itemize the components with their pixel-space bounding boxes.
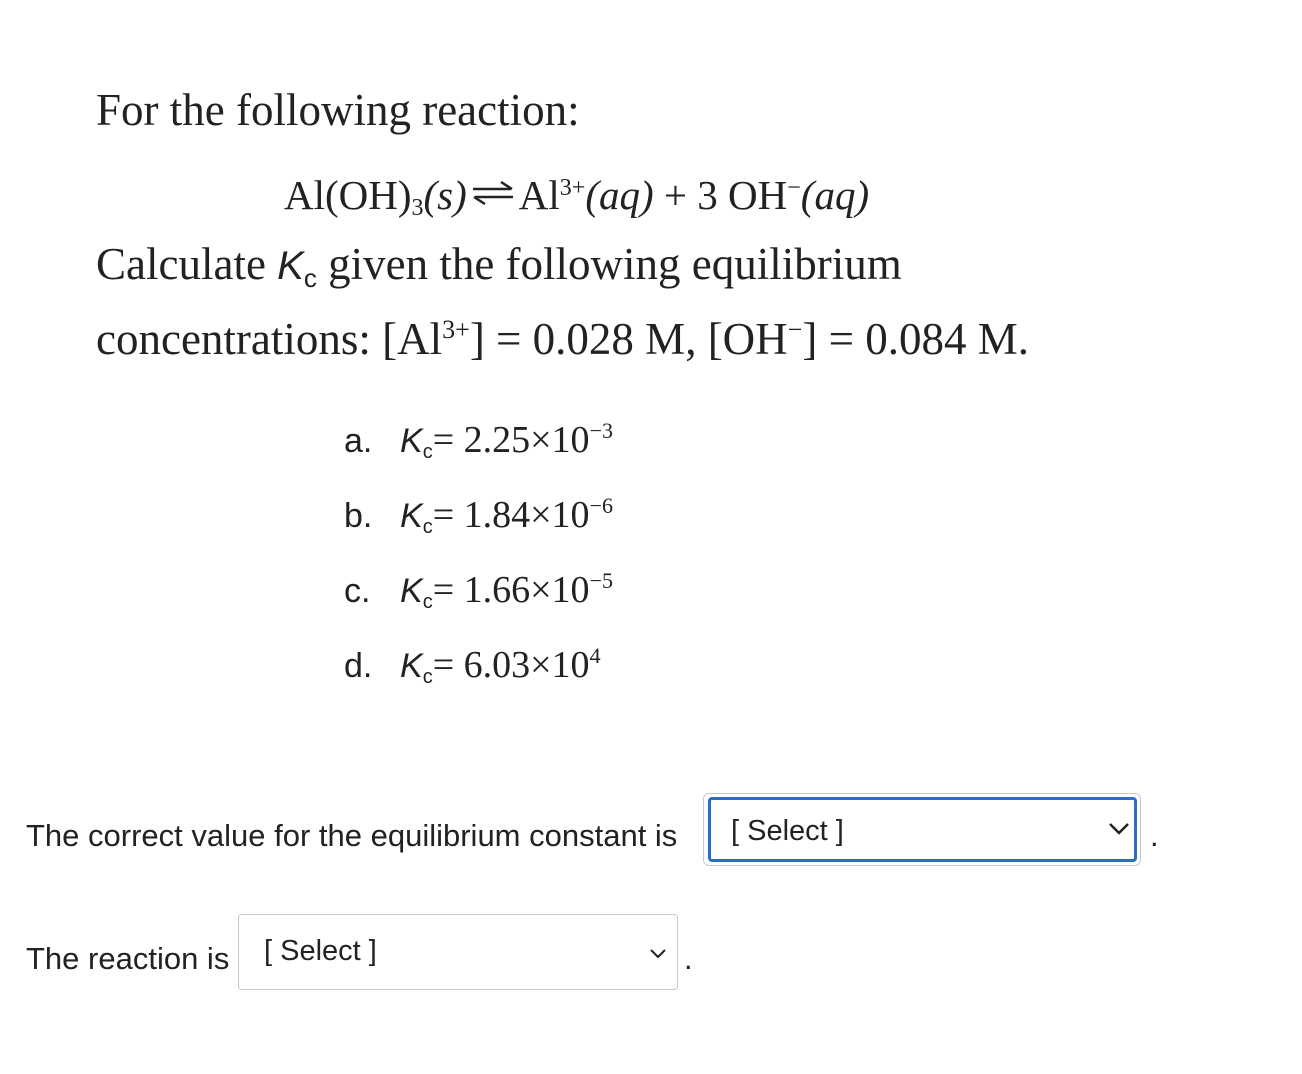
equilibrium-arrow-icon	[471, 181, 515, 205]
option-b	[344, 479, 613, 554]
period: .	[1150, 818, 1159, 853]
k-letter: K	[400, 572, 423, 610]
chevron-down-icon	[647, 947, 669, 961]
k-subscript: c	[422, 591, 433, 613]
calculate-line-2	[96, 304, 1029, 365]
conc-text-a: concentrations: [Al	[96, 314, 443, 364]
option-value	[433, 419, 613, 461]
reaction-type-select[interactable]	[238, 914, 678, 990]
option-mantissa: = 2.25×10	[432, 419, 590, 461]
question-intro: For the following reaction:	[96, 85, 580, 135]
al-charge: 3+	[442, 315, 470, 344]
kc-symbol: K	[277, 244, 304, 288]
k-subscript: c	[422, 441, 433, 463]
option-value	[433, 569, 613, 611]
option-exponent: 4	[589, 643, 601, 668]
option-mantissa: = 1.66×10	[432, 569, 590, 611]
option-exponent: −5	[589, 568, 613, 593]
option-d	[344, 629, 613, 704]
oh-charge: −	[787, 315, 803, 344]
product1-state: (aq)	[585, 172, 654, 218]
chevron-down-icon	[1108, 822, 1130, 836]
option-letter: b.	[344, 497, 373, 535]
kc-symbol	[400, 647, 433, 688]
option-letter: d.	[344, 647, 373, 685]
option-c	[344, 554, 613, 629]
conc-text-c: ] = 0.084 M.	[802, 314, 1029, 364]
kc-symbol	[400, 572, 433, 613]
equilibrium-constant-select[interactable]	[708, 797, 1137, 862]
option-letter: a.	[344, 422, 373, 460]
k-subscript: c	[422, 516, 433, 538]
reactant-subscript: 3	[411, 195, 424, 221]
calc-pre-text: Calculate	[96, 239, 278, 289]
option-mantissa: = 6.03×10	[432, 644, 590, 686]
option-exponent: −6	[589, 493, 613, 518]
option-value	[433, 644, 601, 686]
calculate-line-1	[96, 238, 1029, 304]
reaction-equation	[284, 162, 869, 234]
option-exponent: −3	[589, 418, 613, 443]
kc-subscript: c	[303, 263, 317, 293]
answer-options	[344, 404, 613, 704]
product2-charge: −	[787, 175, 801, 201]
reactant-state: (s)	[423, 172, 467, 218]
kc-symbol	[400, 497, 433, 538]
k-letter: K	[400, 647, 423, 685]
option-mantissa: = 1.84×10	[432, 494, 590, 536]
k-letter: K	[400, 497, 423, 535]
option-a	[344, 404, 613, 479]
option-value	[433, 494, 613, 536]
reaction-type-prompt: The reaction is	[26, 941, 230, 976]
k-letter: K	[400, 422, 423, 460]
calculate-prompt	[96, 238, 1029, 365]
product2-state: (aq)	[800, 172, 870, 218]
select1-value: [ Select ]	[731, 815, 844, 847]
reactant: Al(OH)	[284, 172, 412, 218]
conc-text-b: ] = 0.028 M, [OH	[469, 314, 788, 364]
k-subscript: c	[422, 666, 433, 688]
equilibrium-constant-prompt: The correct value for the equilibrium constant is	[26, 818, 678, 853]
product1-charge: 3+	[559, 175, 586, 201]
select2-value: [ Select ]	[264, 935, 377, 967]
kc-symbol	[400, 422, 433, 463]
plus-hydroxide: + 3 OH	[663, 172, 788, 218]
calc-post-text: given the following equilibrium	[316, 239, 902, 289]
option-letter: c.	[344, 572, 371, 610]
period: .	[684, 941, 693, 976]
product1: Al	[518, 172, 560, 218]
